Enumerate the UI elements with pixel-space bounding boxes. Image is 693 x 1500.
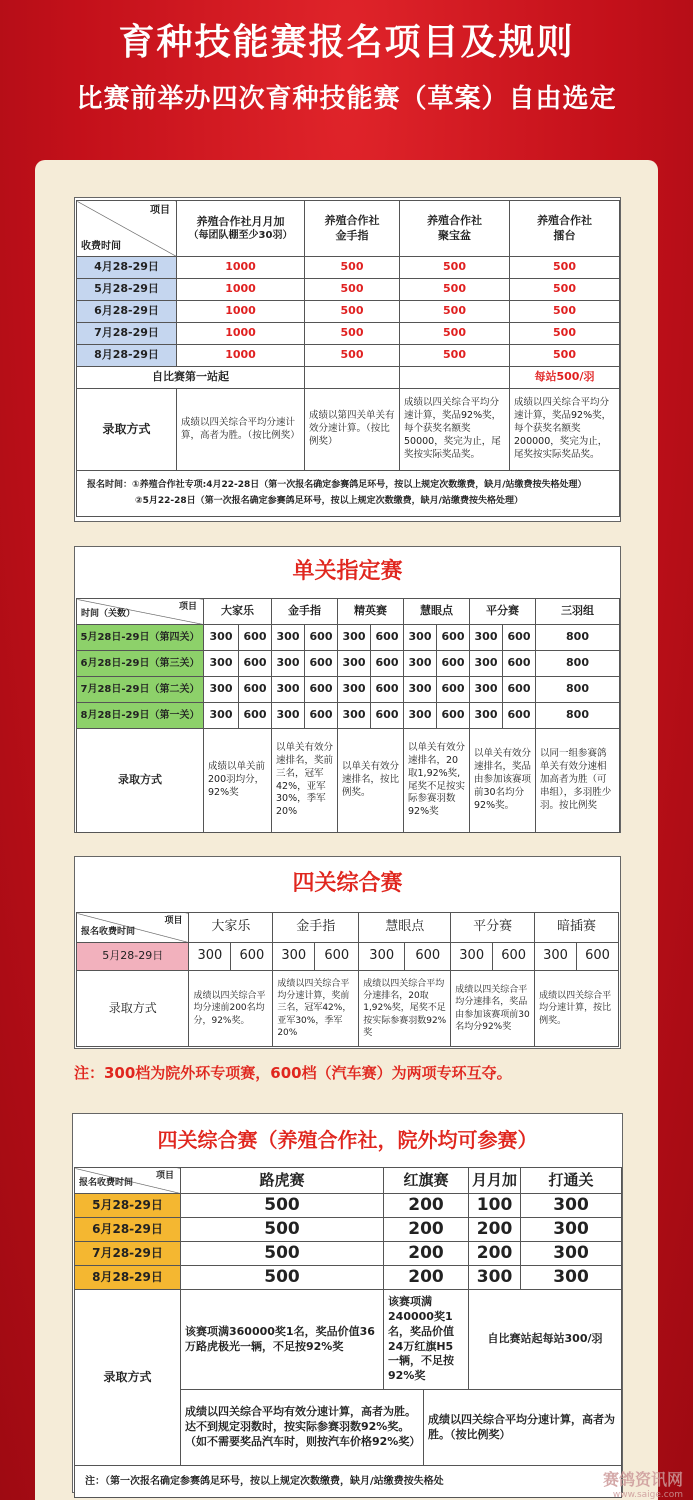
table3-col-header: 暗插赛	[535, 913, 619, 943]
rule-cell: 以单关有效分速排名，奖前三名，冠军42%，亚军30%，季军20%	[272, 729, 338, 833]
table2-row: 8月28日-29日（第一关） 300 600 300 600 300 600 300 600 300 600 800	[77, 703, 620, 729]
fee-cell: 500	[510, 301, 620, 323]
table3-col-header: 平分赛	[451, 913, 535, 943]
extra-label: 自比赛第一站起	[77, 367, 305, 389]
rule-cell: 该赛项满360000奖1名，奖品价值36万路虎极光一辆，不足按92%奖	[181, 1290, 384, 1390]
fee-cell: 1000	[177, 345, 305, 367]
rule-cell: 成绩以四关综合平均分速计算，奖前三名，冠军42%，亚军30%，季军20%	[273, 971, 359, 1047]
table4	[74, 1167, 622, 1498]
table1-col-header: 养殖合作社 聚宝盆	[400, 201, 510, 257]
table3-col-header: 大家乐	[189, 913, 273, 943]
table2-col-header: 金手指	[272, 599, 338, 625]
date-cell: 7月28-29日	[75, 1242, 181, 1266]
table4-col-header: 月月加	[469, 1168, 521, 1194]
table1-row	[77, 345, 620, 367]
fee-cell: 500	[400, 323, 510, 345]
date-cell: 8月28-29日	[77, 345, 177, 367]
table1-corner: 项目 收费时间	[77, 201, 177, 257]
table4-col-header: 路虎赛	[181, 1168, 384, 1194]
rule-cell: 成绩以四关综合平均分速计算，奖品92%奖，每个获奖名额奖200000，奖完为止，尾奖按实际奖品奖。	[510, 389, 620, 471]
fee-cell: 500	[305, 279, 400, 301]
rule-cell: 成绩以第四关单关有效分速计算。（按比例奖）	[305, 389, 400, 471]
table1-row	[77, 301, 620, 323]
fee-cell: 1000	[177, 279, 305, 301]
table4-footer: 注：（第一次报名确定参赛鸽足环号，按以上规定次数缴费，缺月/站缴费按失格处	[75, 1466, 622, 1498]
rule-cell: 成绩以四关综合平均分速计算，奖品92%奖，每个获奖名额奖50000，奖完为止，尾奖按实际奖品奖。	[400, 389, 510, 471]
date-cell: 5月28日-29日（第四关）	[77, 625, 204, 651]
fee-cell: 1000	[177, 301, 305, 323]
table1-col-header: 养殖合作社月月加 （每团队棚至少30羽）	[177, 201, 305, 257]
table1-row	[77, 323, 620, 345]
table2-title: 单关指定赛	[76, 548, 619, 596]
table1-row	[77, 279, 620, 301]
rule-cell: 成绩以单关前200羽均分，92%奖	[204, 729, 272, 833]
date-cell: 6月28日-29日（第三关）	[77, 651, 204, 677]
fee-cell: 500	[400, 279, 510, 301]
table3-col-header: 慧眼点	[359, 913, 451, 943]
rule-cell: 以单关有效分速排名，按比例奖。	[338, 729, 404, 833]
table3-corner: 项目 报名收费时间	[77, 913, 189, 943]
fee-cell: 1000	[177, 323, 305, 345]
extra-value: 每站500/羽	[510, 367, 620, 389]
table3-row: 5月28-29日 300 600 300 600 300 600 300 600 300 600	[77, 943, 619, 971]
table4-col-header: 打通关	[521, 1168, 622, 1194]
table4-rule-row	[75, 1290, 622, 1390]
fee-cell: 500	[400, 345, 510, 367]
rule-cell: 成绩以四关综合平均分速计算，按比例奖。	[535, 971, 619, 1047]
date-cell: 8月28日-29日（第一关）	[77, 703, 204, 729]
table2-rule-row	[77, 729, 620, 833]
table2	[76, 598, 620, 833]
table3	[76, 912, 619, 1047]
date-cell: 7月28-29日	[77, 323, 177, 345]
date-cell: 7月28日-29日（第二关）	[77, 677, 204, 703]
table1	[76, 200, 620, 517]
table4-row: 6月28-29日 500 200 200 300	[75, 1218, 622, 1242]
rule-cell: 以单关有效分速排名，奖品由参加该赛项前30名均分92%奖。	[470, 729, 536, 833]
table4-row: 5月28-29日 500 200 100 300	[75, 1194, 622, 1218]
table4-col-header: 红旗赛	[384, 1168, 469, 1194]
date-cell: 6月28-29日	[77, 301, 177, 323]
fee-cell: 500	[510, 323, 620, 345]
note-text: 注：300档为院外环专项赛，600档（汽车赛）为两项专环互夺。	[74, 1064, 512, 1082]
table2-row: 7月28日-29日（第二关） 300 600 300 600 300 600 300 600 300 600 800	[77, 677, 620, 703]
table1-col-header: 养殖合作社 擂台	[510, 201, 620, 257]
date-cell: 5月28-29日	[77, 279, 177, 301]
fee-cell: 500	[305, 345, 400, 367]
date-cell: 6月28-29日	[75, 1218, 181, 1242]
table2-col-header: 三羽组	[536, 599, 620, 625]
rule-cell: 该赛项满240000奖1名，奖品价值24万红旗H5一辆，不足按92%奖	[384, 1290, 469, 1390]
watermark-logo: 赛鸽资讯网	[602, 1470, 683, 1489]
table2-corner: 项目 时间（关数）	[77, 599, 204, 625]
date-cell: 5月28-29日	[75, 1194, 181, 1218]
fee-cell: 500	[400, 301, 510, 323]
table3-title: 四关综合赛	[76, 858, 619, 910]
rule-label: 录取方式	[77, 971, 189, 1047]
table3-rule-row	[77, 971, 619, 1047]
fee-cell: 500	[305, 257, 400, 279]
rule-cell: 自比赛站起每站300/羽	[469, 1290, 622, 1390]
page-title: 育种技能赛报名项目及规则	[118, 22, 575, 63]
rule-cell: 成绩以四关综合平均有效分速计算，高者为胜。达不到规定羽数时，按实际参赛羽数92%奖。（如不需要奖品汽车时，则按汽车价格92%奖）	[181, 1390, 424, 1466]
rule-cell: 成绩以四关综合平均分速排名，奖品由参加该赛项前30名均分92%奖	[451, 971, 535, 1047]
rule-cell: 成绩以四关综合平均分速计算，高者为胜。（按比例奖）	[424, 1390, 622, 1466]
rule-cell: 成绩以四关综合平均分速前200名均分，92%奖。	[189, 971, 273, 1047]
page-subtitle: 比赛前举办四次育种技能赛（草案）自由选定	[76, 84, 617, 114]
table1-col-header: 养殖合作社 金手指	[305, 201, 400, 257]
rule-cell: 成绩以四关综合平均分速计算，高者为胜。（按比例奖）	[177, 389, 305, 471]
fee-cell: 500	[510, 257, 620, 279]
table1-row	[77, 257, 620, 279]
rule-label: 录取方式	[77, 389, 177, 471]
table2-row: 5月28日-29日（第四关） 300 600 300 600 300 600 300 600 300 600 800	[77, 625, 620, 651]
fee-cell: 500	[510, 345, 620, 367]
fee-cell: 500	[510, 279, 620, 301]
date-cell: 4月28-29日	[77, 257, 177, 279]
rule-cell: 以单关有效分速排名，20取1,92%奖,尾奖不足按实际参赛羽数92%奖	[404, 729, 470, 833]
rule-label: 录取方式	[77, 729, 204, 833]
fee-cell: 500	[305, 323, 400, 345]
watermark-url: www.saige.com	[612, 1490, 683, 1500]
rule-label: 录取方式	[75, 1290, 181, 1466]
table1-footer: 报名时间：①养殖合作社专项:4月22-28日（第一次报名确定参赛鸽足环号，按以上规定次数缴费，缺月/站缴费按失格处理） ②5月22-28日（第一次报名确定参赛鸽足环号，按以上规定次数缴费，缺月/站缴费按失格处理）	[77, 471, 620, 517]
date-cell: 8月28-29日	[75, 1266, 181, 1290]
table1-rule-row	[77, 389, 620, 471]
table4-corner: 项目 报名收费时间	[75, 1168, 181, 1194]
table4-title: 四关综合赛（养殖合作社，院外均可参赛）	[74, 1115, 621, 1165]
fee-cell: 1000	[177, 257, 305, 279]
table2-col-header: 精英赛	[338, 599, 404, 625]
date-cell: 5月28-29日	[77, 943, 189, 971]
table2-col-header: 慧眼点	[404, 599, 470, 625]
rule-cell: 成绩以四关综合平均分速排名，20取1,92%奖，尾奖不足按实际参赛羽数92%奖	[359, 971, 451, 1047]
table4-row: 7月28-29日 500 200 200 300	[75, 1242, 622, 1266]
table4-row: 8月28-29日 500 200 300 300	[75, 1266, 622, 1290]
rule-cell: 以同一组参赛鸽单关有效分速相加高者为胜（可串组），多羽胜少羽。按比例奖	[536, 729, 620, 833]
table1-extra-row	[77, 367, 620, 389]
table2-col-header: 大家乐	[204, 599, 272, 625]
fee-cell: 500	[400, 257, 510, 279]
table2-col-header: 平分赛	[470, 599, 536, 625]
fee-cell: 500	[305, 301, 400, 323]
table2-row: 6月28日-29日（第三关） 300 600 300 600 300 600 300 600 300 600 800	[77, 651, 620, 677]
table3-col-header: 金手指	[273, 913, 359, 943]
